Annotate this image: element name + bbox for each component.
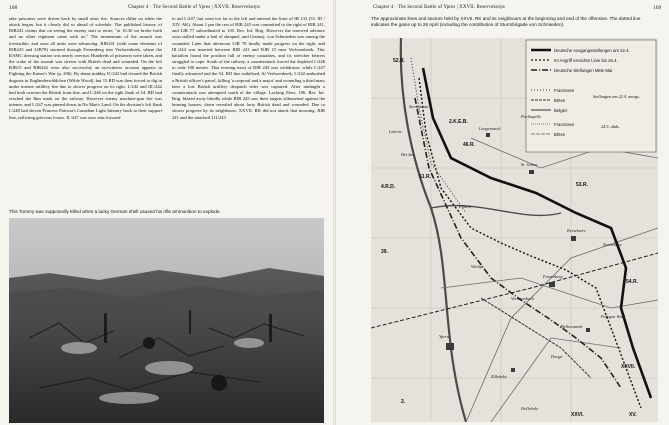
map-label: Poelkapelle [521,114,542,119]
map-label: Lizerne [389,129,402,134]
body-paragraph: take prisoners were driven back by small arms fire. Sources differ on when the attack began, but it clearly did so ahead of schedule. The published history of RIR241 claims that on seeing the enemy start to retire, "at 10.30 we broke forth and no other regiment came with us." The momentum of the assault was irresistible, and soon all units were advancing. RIR241 (with some elements of RIR243 and LIR78) stormed through Frezenberg into Verlorenhoek, where the RAMC dressing station was nearly overrun. Hundreds of prisoners were taken, and the wake of the assault was strewn with British dead and wounded. On the left RJB15 and RIR242 were also successful; an eyewitness account appears in Fighting the Kaiser's War (p. 206). By about midday II./242 had cleared the British dugouts in Engländerwäldchen (Wilde Wood), but 15 RD was then forced to dig in under intense artillery fire due to slower progress on its right. I./242 and III./242 had both overrun the British front line, and I./246 on the right flank of 54. RD had reached the Ikm mark on the railway. However enemy machine-gun fire was intense, and I./247 was pinned down in No Man's Land. On the division's left flank I./248 had driven Princess Patricia's Canadian Light Infantry back to their support line, inflicting grievous losses. II./247 was now sent forward [9,16,162,120]
sector-map [371,38,658,422]
map-label: St. Julien [521,162,537,167]
legend-item: Im Angriff erreichte Linie bis 26.4. [554,58,618,63]
legend-item: Franzosen [554,88,575,93]
map-label: Langemarck [479,126,501,131]
legend-item: Deutsche Stellungen Mitte Mai [554,68,613,73]
legend-item: Belgier [554,108,568,113]
map-label: Ypern [439,334,449,339]
map-label: Verlorenhoek [511,296,534,301]
sector-map-image [371,38,658,422]
map-label: Bellewaarde [561,324,583,329]
map-label: 46.R. [463,142,475,148]
map-caption: The approximate lines and sectors held by XXVII. RK and its neighbours at the beginning and end of the offensive. The dotted line indicates the gains up to 26 April (including the contribution of Sturmbrigade von Schmieden). [371,16,641,27]
map-label: Zillebeke [491,374,507,379]
body-paragraph: to aid I./247, but went too far to the left and entered the lines of IR 133 (53. ID / XIV. AK). About 1 pm the rest of RIR 243 was committed to the right of RIR 241, and LIR 77 subordinated to 105. Res. Inf. Brig. However the renewed advance soon stalled under a hail of shrapnel, and Genmaj. von Schmieden was among the wounded. Later that afternoon LIR 78 finally made progress on the right, and III./244 was inserted between RIR 241 and RJB 15 near Verlorenhoek. This battalion found the position full of enemy casualties, and its stretcher bearers struggled to cope. South of the railway, a counterattack forced the depleted I./246 to cede 100 metres. That evening most of RIR 245 was withdrawn, while I./247 finally advanced and the 54. RD line stabilised. At Verlorenhoek, I./242 ambushed a British officer's patrol, killing 'a corporal and a major' and wounding a third man; later a lost British artillery despatch rider was captured. After midnight a counterattack was attempted south of the village. Lacking fliers, 106. Res. Inf. Brig. blazed away blindly while RIR 245 saw their targets silhouetted against the burning houses; dawn revealed about forty British dead and wounded. Due to slower progress by its neighbours, XXVII. RK did not attack that morning. RIR 241 and the attached 111/243 [172,16,325,120]
map-label: Frezenberg [543,274,563,279]
map-label: Zonnebeke [603,242,622,247]
map-label: 52.R. [393,58,405,64]
page-number-left: 108 [9,5,18,11]
running-head-right: Chapter 4 · The Second Battle of Ypres | XXVII. Reservekorps [373,5,505,10]
left-page [0,0,333,425]
map-label: Het Sas [401,152,415,157]
battlefield-photo [9,218,324,423]
legend-item: 24.5. abds. [601,124,620,129]
legend-item: Briten [554,132,566,137]
text-column-2 [172,16,325,121]
map-label: Steenstraat [409,104,429,109]
map-label: 2. [401,399,406,405]
map-label: 4.R.D. [381,184,396,190]
legend-item: Deutsche Ausgangsstellungen am 22.4. [554,48,630,53]
photo-caption: This Tommy was supposedly killed when a lucky German shell caused his rifle ammunition to explode. [9,209,221,214]
map-label: 54.R. [626,279,638,285]
map-label: 39. [381,249,388,255]
map-label: 51.R. [419,174,431,180]
map-label: 53.R. [576,182,588,188]
battlefield-photo-image [9,218,324,423]
legend-item: Franzosen [554,122,575,127]
map-label: XXVII. [621,364,636,370]
text-column-1 [9,16,162,121]
running-head-left: Chapter 4 · The Second Battle of Ypres | XXVII. Reservekorps [128,5,260,10]
legend-item: Briten [554,98,566,103]
map-label: Hollebeke [521,406,539,411]
legend-item: Stellungen am 22.4. morgs. [593,94,640,99]
map-label: Polygon Wald [601,314,626,319]
map-label: Pilkem [459,204,471,209]
map-label: 2.K.E.B. [449,119,468,125]
page-number-right: 109 [653,5,662,11]
map-label: Kerselaere [567,228,586,233]
map-label: Wieltje [471,264,483,269]
map-label: XXVI. [571,412,584,418]
map-label: Hooge [551,354,563,359]
map-label: XV. [629,412,637,418]
